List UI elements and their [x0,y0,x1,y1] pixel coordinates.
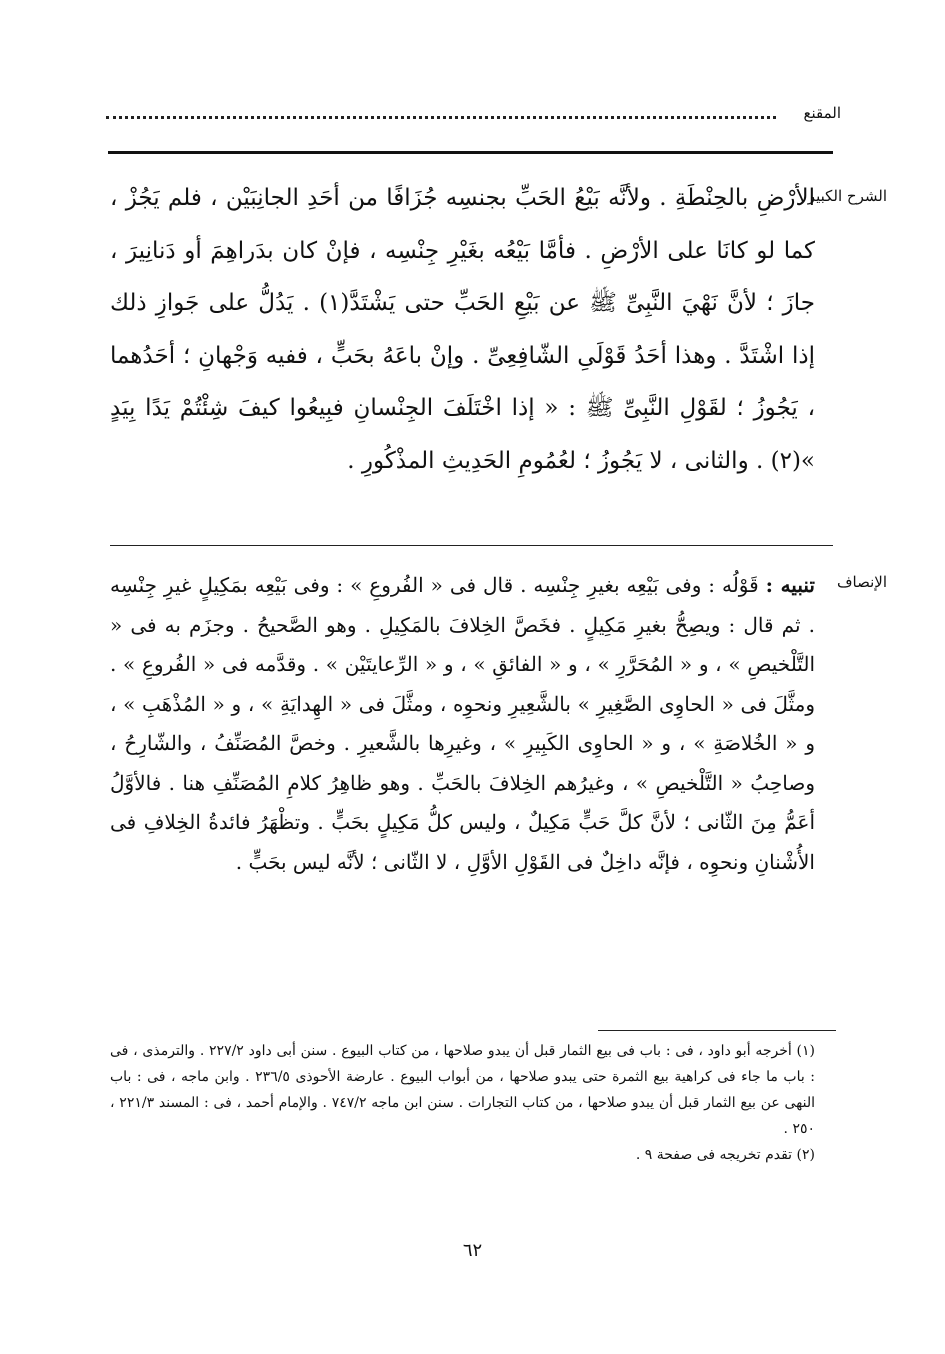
section-divider [110,545,833,546]
margin-label-sharh-kabir: الشرح الكبير [807,187,887,205]
insaf-text-block [110,566,815,882]
footnotes [110,1038,815,1168]
margin-label-insaf: الإنصاف [836,573,887,591]
footnote-divider [598,1030,836,1031]
sharh-kabir-text: الأرْضِ بالحِنْطَةِ . ولأنَّه بَيْعُ الحَبِّ بجنسِه جُزَافًا من أحَدِ الجانِبَيْن ، فلم يَجُزْ ، كما لو كانَا على الأرْضِ . فأمَّا بَيْعُه بغَيْرِ جِنْسِه ، فإنْ كان بدَراهِمَ أو دَنانِيرَ ، جازَ ؛ لأنَّ نَهْيَ النَّبِىِّ ﷺ عن بَيْعِ الحَبِّ حتى يَشْتَدَّ(١) . يَدُلُّ على جَوازِ ذلك إذا اشْتَدَّ . وهذا أحَدُ قَوْلَىِ الشّافِعِىِّ . وإنْ باعَهُ بحَبٍّ ، ففيه وَجْهانِ ؛ أحَدُهما ، يَجُوزُ ؛ لقَوْلِ النَّبِىِّ ﷺ : « إذا اخْتَلَفَ الجِنْسانِ فبِيعُوا كيفَ شِئْتُمْ يَدًا بِيَدٍ »(٢) . والثانى ، لا يَجُوزُ ؛ لعُمُومِ الحَدِيثِ المذْكُورِ . [110,185,816,474]
running-header-title: المقنع [803,104,841,122]
footnote-1: (١) أخرجه أبو داود ، فى : باب فى بيع الثمار قبل أن يبدو صلاحها ، من كتاب البيوع . سنن أبى داود ٢٢٧/٢ . والترمذى ، فى : باب ما جاء فى كراهية بيع الثمرة حتى يبدو صلاحها ، من أبواب البيوع . عارضة الأحوذى ٢٣٦/٥ . وابن ماجه ، فى : باب النهى عن بيع الثمار قبل أن يبدو صلاحها ، من كتاب التجارات . سنن ابن ماجه ٧٤٧/٢ . والإمام أحمد ، فى : المسند ٢٢١/٣ ، ٢٥٠ . [110,1043,816,1137]
running-header [106,98,841,132]
page-number: ٦٢ [462,1240,483,1261]
header-rule [108,151,833,154]
insaf-text: قَوْلُه : وفى بَيْعِه بغيرِ جِنْسِه . قال فى « الفُروعِ » : وفى بَيْعِه بمَكِيلٍ غيرِ جِنْسِه . ثم قال : ويصِحُّ بغيرِ مَكِيلٍ . فخَصَّ الخِلافَ بالمَكِيلِ . وهو الصَّحيحُ . وجزَم به فى « التَّلْخيصِ » ، و « المُحَرَّرِ » ، و « الفائقِ » ، و « الرِّعايتَيْن » . وقدَّمه فى « الفُروعِ » . ومثَّلَ فى « الحاوِى الصَّغِيرِ » بالشَّعِيرِ ونحوِه ، ومثَّلَ فى « الهِدايَةِ » ، و « المُذْهَبِ » ، و « الخُلاصَةِ » ، و « الحاوِى الكَبِيرِ » ، وغيرِها بالشَّعيرِ . وخصَّ المُصَنِّفُ ، والشّارِحُ ، وصاحِبُ « التَّلْخيصِ » ، وغيرُهم الخِلافَ بالحَبِّ . وهو ظاهِرُ كلامِ المُصَنِّفِ هنا . فالأوَّلُ أعَمُّ مِنَ الثّانى ؛ لأنَّ كلَّ حَبٍّ مَكِيلٌ ، وليس كلُّ مَكِيلٍ بحَبٍّ . وتظْهَرُ فائدةُ الخِلافِ فى الأُشْنانِ ونحوِه ، فإنَّه داخِلٌ فى القَوْلِ الأوَّلِ ، لا الثّانى ؛ لأنَّه ليس بحَبٍّ . [110,573,815,874]
footnote-2: (٢) تقدم تخريجه فى صفحة ٩ . [635,1147,815,1163]
dotted-leader [106,102,776,119]
tanbih-label: تنبيه : [765,573,815,597]
